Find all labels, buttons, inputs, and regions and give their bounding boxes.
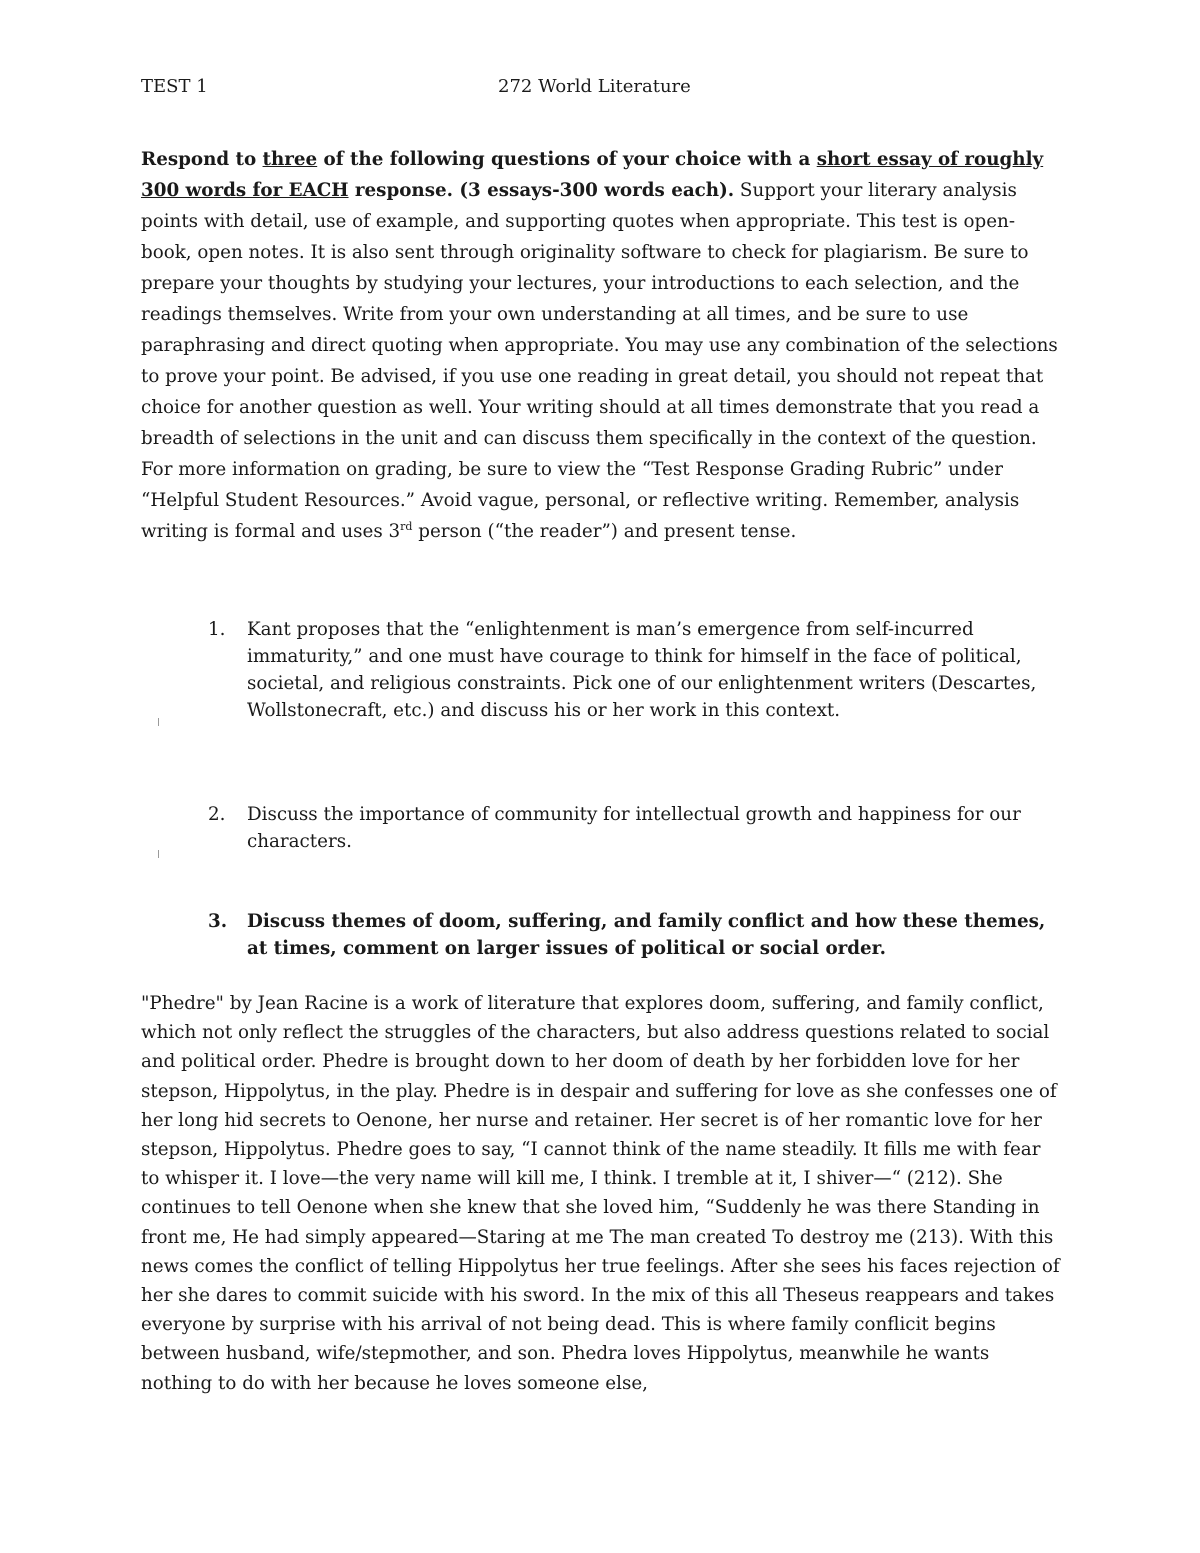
question-text: Kant proposes that the “enlightenment is man’s emergence from self-incurred immaturity,” and one must have courage to think for himself in the face of political, societal, and religious constraints. Pick one of our enlightenment writers (Descartes, Wollstonecraft, etc.) and discuss his or her work in this context. — [247, 619, 1037, 721]
question-number: 3. — [208, 911, 228, 932]
question-text: Discuss the importance of community for intellectual growth and happiness for our characters. — [247, 804, 1021, 852]
question-2 — [208, 801, 1058, 855]
ordinal-superscript: rd — [400, 519, 413, 533]
instructions-length-requirement: short essay of roughly 300 words for EACH — [141, 149, 1044, 201]
question-number: 1. — [208, 619, 226, 640]
instructions-text-5: response. (3 essays-300 words each). — [348, 180, 735, 201]
page-header — [141, 74, 1061, 100]
question-1 — [208, 616, 1058, 724]
course-title: 272 World Literature — [498, 76, 691, 97]
instructions-text-1: Respond to — [141, 149, 263, 170]
margin-mark — [158, 850, 159, 858]
instructions-text-3: of the following questions of your choice with a — [317, 149, 817, 170]
question-number: 2. — [208, 804, 226, 825]
instructions-end: person (“the reader”) and present tense. — [412, 521, 797, 542]
question-3 — [208, 908, 1058, 962]
test-label: TEST 1 — [141, 76, 208, 97]
instructions-paragraph — [141, 144, 1061, 547]
margin-mark — [158, 718, 159, 726]
instructions-three: three — [262, 149, 318, 170]
question-text: Discuss themes of doom, suffering, and family conflict and how these themes, at times, comment on larger issues of political or social order. — [247, 911, 1046, 959]
essay-answer: "Phedre" by Jean Racine is a work of literature that explores doom, suffering, and family conflict, which not only reflect the struggles of the characters, but also address questions related to social and political order. Phedre is brought down to her doom of death by her forbidden love for her stepson, Hippolytus, in the play. Phedre is in despair and suffering for love as she confesses one of her long hid secrets to Oenone, her nurse and retainer. Her secret is of her romantic love for her stepson, Hippolytus. Phedre goes to say, “I cannot think of the name steadily. It fills me with fear to whisper it. I love—the very name will kill me, I think. I tremble at it, I shiver—“ (212). She continues to tell Oenone when she knew that she loved him, “Suddenly he was there Standing in front me, He had simply appeared—Staring at me The man created To destroy me (213). With this news comes the conflict of telling Hippolytus her true feelings. After she sees his faces rejection of her she dares to commit suicide with his sword. In the mix of this all Theseus reappears and takes everyone by surprise with his arrival of not being dead. This is where family conflicit begins between husband, wife/stepmother, and son. Phedra loves Hippolytus, meanwhile he wants nothing to do with her because he loves someone else, — [141, 993, 1060, 1394]
instructions-body: Support your literary analysis points with detail, use of example, and supporting quotes when appropriate. This test is open-book, open notes. It is also sent through originality software to check for plagiarism. Be sure to prepare your thoughts by studying your lectures, your introductions to each selection, and the readings themselves. Write from your own understanding at all times, and be sure to use paraphrasing and direct quoting when appropriate. You may use any combination of the selections to prove your point. Be advised, if you use one reading in great detail, you should not repeat that choice for another question as well. Your writing should at all times demonstrate that you read a breadth of selections in the unit and can discuss them specifically in the context of the question. For more information on grading, be sure to view the “Test Response Grading Rubric” under “Helpful Student Resources.” Avoid vague, personal, or reflective writing. Remember, analysis writing is formal and uses 3 — [141, 180, 1058, 542]
